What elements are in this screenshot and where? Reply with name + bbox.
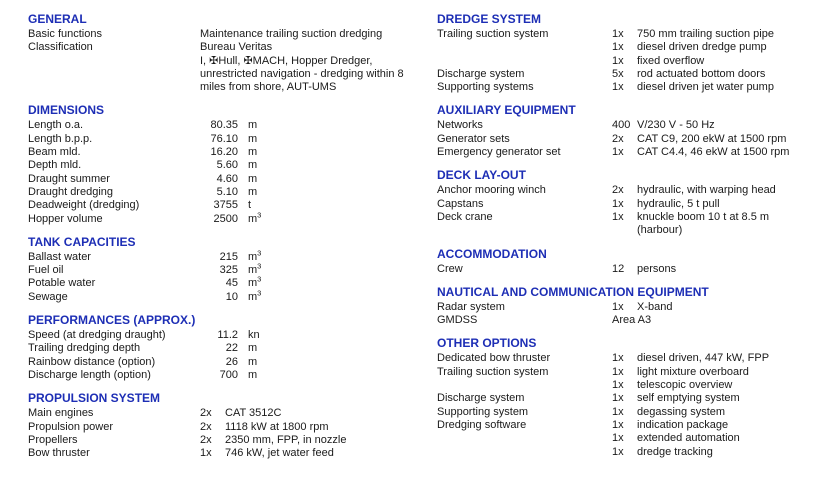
spec-row [437,392,827,405]
row-description: 1118 kW at 1800 rpm [225,420,329,433]
row-label: Discharge system [437,392,525,405]
row-unit: m [248,119,258,132]
spec-row [437,419,827,432]
spec-row [28,55,412,68]
unit-exponent: 3 [257,261,262,271]
row-description: knuckle boom 10 t at 8.5 m [637,210,770,223]
row-unit: $m^3$ [248,274,262,290]
row-description: degassing system [637,405,726,418]
spec-row [28,173,412,186]
row-quantity: 1x [612,418,624,431]
spec-row [28,447,412,460]
spec-row [28,248,412,264]
spec-row [28,199,412,212]
row-unit: m [248,172,258,185]
row-text: I, ✠Hull, ✠MACH, Hopper Dredger, [200,54,373,67]
row-quantity: 1x [612,379,624,392]
row-value: 2500 [213,212,238,225]
spec-row [437,314,827,327]
row-quantity: 1x [612,146,624,159]
row-quantity: 2x [200,433,212,446]
spec-row [437,211,827,224]
row-label: Supporting systems [437,81,534,94]
row-quantity: 1x [200,447,212,460]
unit-exponent: 3 [257,274,262,284]
row-text: Bureau Veritas [200,41,273,54]
spec-row [437,432,827,445]
row-label: Crew [437,262,463,275]
row-label: Deck crane [437,210,493,223]
row-label: Dredging software [437,418,527,431]
unit-exponent: 3 [257,209,262,219]
row-label: Potable water [28,277,96,290]
row-label: Speed (at dredging draught) [28,329,166,342]
section-propulsion-system [28,391,412,460]
row-label: Discharge length (option) [28,368,151,381]
row-label: Networks [437,119,483,132]
row-label: Propellers [28,433,78,446]
row-description: diesel driven jet water pump [637,81,774,94]
row-quantity: 1x [612,300,624,313]
section-auxiliary-equipment [437,103,827,159]
row-value: 700 [219,368,238,381]
row-description: diesel driven dredge pump [637,41,767,54]
spec-row [437,379,827,392]
row-label: Sewage [28,290,68,303]
spec-row [28,261,412,277]
spec-row [437,55,827,68]
row-value: 26 [225,355,238,368]
spec-row [437,146,827,159]
row-label: Trailing suction system [437,365,549,378]
row-quantity: 1x [612,197,624,210]
row-quantity: 12 [612,262,625,275]
row-label: Fuel oil [28,264,64,277]
row-description: dredge tracking [637,445,713,458]
spec-row [28,329,412,342]
row-description: V/230 V - 50 Hz [637,119,715,132]
row-unit: m [248,146,258,159]
spec-row [28,342,412,355]
row-quantity: 1x [612,54,624,67]
unit-exponent: 3 [257,248,262,258]
row-label: Beam mld. [28,146,81,159]
row-label: Classification [28,41,93,54]
row-label: Radar system [437,300,505,313]
row-description: self emptying system [637,392,740,405]
row-value: 11.2 [217,329,238,342]
row-description: hydraulic, 5 t pull [637,197,720,210]
row-quantity: 1x [612,41,624,54]
row-description: 750 mm trailing suction pipe [637,28,774,40]
row-description: extended automation [637,432,740,445]
spec-column-left [28,12,412,460]
row-label: Rainbow distance (option) [28,355,156,368]
row-value: 5.60 [216,159,238,172]
row-quantity: 1x [612,210,624,223]
spec-row [437,184,827,197]
row-value: 325 [219,264,238,277]
section-deck-lay-out [437,168,827,237]
spec-row [28,119,412,132]
section-tank-capacities [28,235,412,304]
row-unit: m [248,185,258,198]
row-quantity: 1x [612,81,624,94]
row-description: 746 kW, jet water feed [225,447,334,460]
section-title: DREDGE SYSTEM [437,12,542,26]
section-title: GENERAL [28,12,87,26]
spec-row [437,28,827,41]
row-description: CAT 3512C [225,407,282,420]
spec-row [437,81,827,94]
row-unit: $m^3$ [248,209,262,225]
row-quantity: 400 [612,119,631,132]
section-title: PERFORMANCES (APPROX.) [28,313,196,328]
row-label: Basic functions [28,28,102,40]
row-description: diesel driven, 447 kW, FPP [637,352,770,365]
row-unit: $m^3$ [248,248,262,263]
spec-row [28,159,412,172]
section-title: NAUTICAL AND COMMUNICATION EQUIPMENT [437,284,709,299]
section-title: DIMENSIONS [28,103,105,118]
spec-row [28,68,412,81]
row-description: CAT C4.4, 46 ekW at 1500 rpm [637,146,790,159]
spec-row [28,407,412,420]
row-unit: kn [248,329,260,342]
row-label: Emergency generator set [437,146,561,159]
row-value: 10 [225,290,238,303]
row-quantity: 1x [612,392,624,405]
row-label: Draught summer [28,172,110,185]
spec-row [437,366,827,379]
spec-row [28,28,412,41]
row-description: X-band [637,300,673,313]
row-unit: m [248,342,258,355]
spec-row [28,133,412,146]
row-quantity: 2x [612,184,624,197]
row-unit: m [248,368,258,381]
row-label: GMDSS [437,314,478,327]
row-label: Length o.a. [28,119,84,132]
row-quantity: 1x [612,445,624,458]
section-accommodation [437,247,827,276]
row-unit: $m^3$ [248,261,262,277]
row-unit: m [248,132,258,145]
row-description: indication package [637,418,729,431]
row-description: persons [637,262,677,275]
row-description: (harbour) [637,224,683,237]
row-description: hydraulic, with warping head [637,184,776,197]
section-other-options [437,336,827,458]
row-value: 45 [225,277,238,290]
row-value: 4.60 [216,172,238,185]
row-label: Propulsion power [28,420,113,433]
spec-row [28,369,412,382]
row-label: Discharge system [437,67,525,80]
spec-column-right [437,12,827,459]
spec-row [437,68,827,81]
row-value: 3755 [213,199,238,212]
row-label: Hopper volume [28,212,103,225]
row-label: Draught dredging [28,185,114,198]
spec-row [437,446,827,459]
row-label: Deadweight (dredging) [28,199,140,212]
row-quantity: 2x [612,132,624,145]
row-description: light mixture overboard [637,365,749,378]
row-label: Bow thruster [28,447,90,460]
row-label: Depth mld. [28,159,82,172]
spec-row [437,263,827,276]
row-quantity: 1x [612,432,624,445]
spec-row [28,274,412,290]
row-label: Dedicated bow thruster [437,352,551,365]
section-dimensions [28,103,412,225]
row-label: Anchor mooring winch [437,184,546,197]
spec-row [28,186,412,199]
section-title: TANK CAPACITIES [28,234,136,249]
row-quantity: 2x [200,420,212,433]
row-label: Ballast water [28,250,91,263]
spec-row [28,81,412,94]
section-performances-approx [28,313,412,382]
row-quantity: 1x [612,28,624,40]
section-title: ACCOMMODATION [437,246,547,261]
row-label: Main engines [28,407,94,420]
spec-row [28,209,412,226]
spec-row [437,406,827,419]
spec-row [437,301,827,314]
row-unit: m [248,159,258,172]
section-title: DECK LAY-OUT [437,168,526,183]
row-text: miles from shore, AUT-UMS [200,81,337,94]
spec-row [28,356,412,369]
row-quantity: 1x [612,365,624,378]
spec-row [437,198,827,211]
spec-row [28,41,412,54]
spec-row [437,224,827,237]
row-label: Trailing suction system [437,28,549,40]
row-value: 16.20 [210,146,238,159]
row-value: Area A3 [612,314,652,327]
row-label: Capstans [437,197,484,210]
spec-row [28,421,412,434]
spec-row [437,41,827,54]
spec-row [437,352,827,365]
row-label: Length b.p.p. [28,132,93,145]
section-nautical-and-communication-equipment [437,285,827,328]
row-label: Supporting system [437,405,529,418]
row-unit: $m^3$ [248,288,262,303]
row-description: fixed overflow [637,54,705,67]
row-value: 76.10 [210,132,238,145]
row-description: CAT C9, 200 ekW at 1500 rpm [637,132,787,145]
row-label: Generator sets [437,132,510,145]
section-title: PROPULSION SYSTEM [28,391,161,406]
row-quantity: 2x [200,407,212,420]
row-value: 22 [225,342,238,355]
row-quantity: 5x [612,67,624,80]
row-text: unrestricted navigation - dredging within 8 [200,67,404,80]
section-title: AUXILIARY EQUIPMENT [437,103,576,118]
spec-row [28,146,412,159]
row-quantity: 1x [612,352,624,365]
row-value: 80.35 [210,119,238,132]
spec-row [437,133,827,146]
row-quantity: 1x [612,405,624,418]
spec-row [28,434,412,447]
spec-row [437,119,827,132]
row-description: 2350 mm, FPP, in nozzle [225,433,347,446]
section-dredge-system [437,12,827,94]
row-label: Trailing dredging depth [28,342,141,355]
row-value: 5.10 [216,185,238,198]
spec-row [28,288,412,304]
row-description: telescopic overview [637,379,733,392]
row-text: Maintenance trailing suction dredging [200,28,383,40]
section-title: OTHER OPTIONS [437,336,537,351]
row-description: rod actuated bottom doors [637,67,766,80]
section-general [28,12,412,94]
row-unit: t [248,199,252,212]
row-unit: m [248,355,258,368]
row-value: 215 [219,250,238,263]
unit-exponent: 3 [257,288,262,298]
